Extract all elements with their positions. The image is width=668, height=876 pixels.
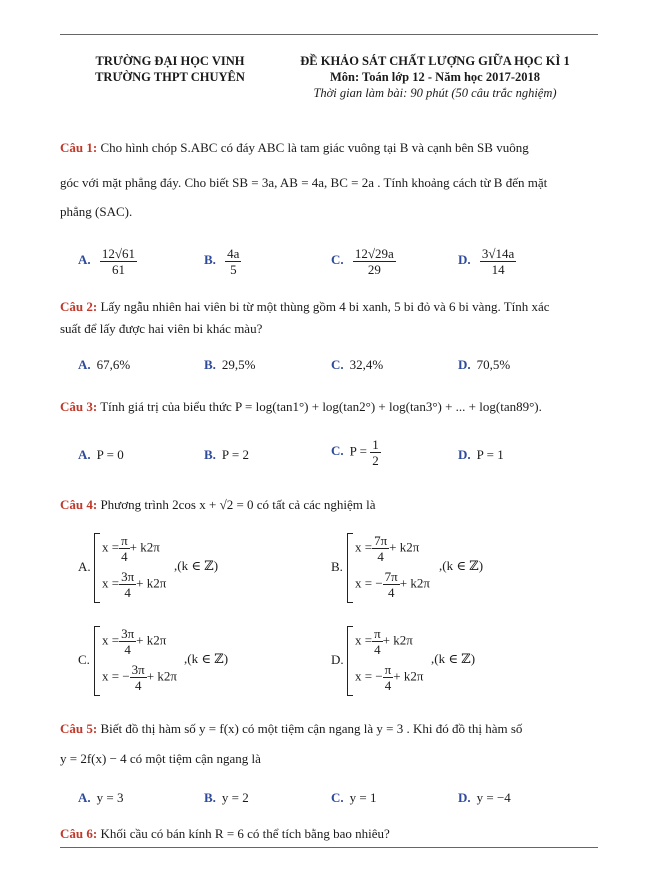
- numerator: π: [384, 662, 392, 677]
- exam-header: [280, 53, 590, 101]
- numerator: 4a: [227, 246, 240, 261]
- question-5: [60, 720, 600, 738]
- numerator: 3π: [121, 626, 135, 641]
- question-text: Khối cầu có bán kính R = 6 có thể tích bằng bao nhiêu?: [100, 826, 390, 841]
- question-2: [60, 298, 600, 316]
- bracket: [347, 533, 353, 603]
- lhs: x = −: [355, 575, 383, 591]
- option-text: 67,6%: [96, 357, 131, 372]
- option-text: 29,5%: [221, 357, 256, 372]
- denominator: 4: [374, 642, 381, 657]
- q5-option-a[interactable]: [78, 790, 123, 806]
- q3-option-d[interactable]: [458, 447, 504, 463]
- option-label: A.: [78, 447, 91, 462]
- q1-option-c[interactable]: [331, 246, 396, 277]
- fraction: [372, 626, 383, 657]
- option-label: B.: [204, 447, 216, 462]
- lhs: x =: [102, 575, 120, 591]
- option-text: 32,4%: [349, 357, 384, 372]
- k-condition: ,(k ∈ ℤ): [184, 651, 229, 666]
- denominator: 5: [230, 262, 237, 277]
- rhs: + k2π: [136, 575, 167, 591]
- question-text: Phương trình 2cos x + √2 = 0 có tất cả các nghiệm là: [100, 497, 376, 512]
- question-label: Câu 6:: [60, 826, 98, 841]
- exam-title: ĐỀ KHẢO SÁT CHẤT LƯỢNG GIỮA HỌC KÌ 1: [300, 54, 570, 68]
- fraction: [480, 246, 516, 277]
- q2-option-d[interactable]: [458, 357, 510, 373]
- q5-option-b[interactable]: [204, 790, 249, 806]
- denominator: 4: [384, 678, 392, 693]
- rhs: + k2π: [399, 575, 430, 591]
- question-1: [60, 139, 600, 157]
- numerator: 1: [372, 437, 379, 452]
- question-2-line-2: suất để lấy được hai viên bi khác màu?: [60, 321, 263, 336]
- q4-option-a[interactable]: [94, 533, 234, 603]
- q1-option-b[interactable]: [204, 246, 241, 277]
- k-condition: ,(k ∈ ℤ): [174, 558, 219, 573]
- bracket: [347, 626, 353, 696]
- fraction: [225, 246, 241, 277]
- question-label: Câu 4:: [60, 497, 98, 512]
- fraction: [119, 626, 136, 657]
- lhs: x =: [102, 539, 120, 555]
- option-label: D.: [458, 357, 471, 372]
- denominator: 4: [121, 549, 128, 564]
- numerator: 12√29a: [354, 246, 394, 261]
- lhs: x = −: [355, 668, 383, 684]
- q1-option-d[interactable]: [458, 246, 516, 277]
- fraction: [119, 569, 136, 600]
- fraction: [372, 533, 389, 564]
- option-text: P = 0: [96, 447, 124, 462]
- q4-option-b-label[interactable]: B.: [331, 559, 343, 574]
- solution-row-2: [102, 569, 166, 600]
- rhs: + k2π: [382, 632, 413, 648]
- question-6: [60, 825, 600, 843]
- option-label: A.: [78, 790, 91, 805]
- q5-option-d[interactable]: [458, 790, 511, 806]
- q4-option-d[interactable]: [347, 626, 497, 696]
- top-rule: [60, 34, 598, 35]
- denominator: 4: [377, 549, 384, 564]
- solution-row-2: [102, 662, 177, 693]
- q4-option-d-label[interactable]: D.: [331, 652, 344, 667]
- lhs: x =: [355, 632, 373, 648]
- solution-row-1: [355, 626, 413, 657]
- question-3: [60, 398, 600, 416]
- rhs: + k2π: [389, 539, 420, 555]
- fraction: [370, 437, 381, 468]
- question-1-line-2: góc với mặt phẳng đáy. Cho biết SB = 3a, AB = 4a, BC = 2a . Tính khoảng cách từ B đến mặt: [60, 175, 548, 190]
- k-condition: ,(k ∈ ℤ): [431, 651, 476, 666]
- option-label: A.: [78, 252, 91, 268]
- question-text: Tính giá trị của biểu thức P = log(tan1°) + log(tan2°) + log(tan3°) + ... + log(tan89°).: [100, 399, 542, 414]
- fraction: [130, 662, 147, 693]
- option-text: y = −4: [476, 790, 511, 805]
- q5-option-c[interactable]: [331, 790, 376, 806]
- lhs: x =: [355, 539, 373, 555]
- option-text: 70,5%: [476, 357, 511, 372]
- q4-option-c[interactable]: [94, 626, 244, 696]
- option-text: P = 1: [476, 447, 504, 462]
- bottom-rule: [60, 847, 598, 848]
- option-text: y = 2: [221, 790, 249, 805]
- option-label: B.: [204, 790, 216, 805]
- option-text: y = 1: [349, 790, 377, 805]
- numerator: 3π: [121, 569, 135, 584]
- option-label: D.: [458, 447, 471, 462]
- option-label: A.: [78, 357, 91, 372]
- exam-time: Thời gian làm bài: 90 phút (50 câu trắc nghiệm): [313, 86, 557, 100]
- option-text: y = 3: [96, 790, 124, 805]
- denominator: 29: [367, 262, 381, 277]
- numerator: 7π: [374, 533, 388, 548]
- question-label: Câu 1:: [60, 140, 98, 155]
- numerator: 3π: [131, 662, 145, 677]
- exam-subject: Môn: Toán lớp 12 - Năm học 2017-2018: [329, 70, 541, 84]
- denominator: 4: [124, 642, 131, 657]
- denominator: 4: [124, 585, 131, 600]
- q2-option-c[interactable]: [331, 357, 383, 373]
- question-label: Câu 2:: [60, 299, 98, 314]
- bracket: [94, 626, 100, 696]
- solution-row-1: [102, 533, 160, 564]
- fraction: [119, 533, 130, 564]
- question-1-line-3: phẳng (SAC).: [60, 204, 133, 219]
- solution-row-2: [355, 662, 423, 693]
- option-label: B.: [204, 357, 216, 372]
- q4-option-c-label[interactable]: C.: [78, 652, 90, 667]
- q2-option-b[interactable]: [204, 357, 256, 373]
- question-text: Biết đồ thị hàm số y = f(x) có một tiệm cận ngang là y = 3 . Khi đó đồ thị hàm số: [100, 721, 523, 736]
- option-label: D.: [458, 790, 471, 805]
- lhs: x =: [102, 632, 120, 648]
- q4-option-b[interactable]: [347, 533, 497, 603]
- rhs: + k2π: [129, 539, 160, 555]
- numerator: 3√14a: [481, 246, 515, 261]
- solution-row-1: [355, 533, 419, 564]
- question-label: Câu 3:: [60, 399, 98, 414]
- q4-option-a-label[interactable]: A.: [78, 559, 91, 574]
- fraction: [383, 569, 400, 600]
- option-label: C.: [331, 443, 344, 459]
- school-name-1: TRƯỜNG ĐẠI HỌC VINH: [95, 54, 245, 68]
- denominator: 4: [134, 678, 142, 693]
- bracket: [94, 533, 100, 603]
- option-label: D.: [458, 252, 471, 268]
- q1-option-a[interactable]: [78, 246, 137, 277]
- numerator: 12√61: [101, 246, 136, 261]
- numerator: π: [121, 533, 128, 548]
- option-label: C.: [331, 357, 344, 372]
- fraction: [353, 246, 396, 277]
- school-header: [70, 53, 270, 85]
- numerator: π: [374, 626, 381, 641]
- option-label: C.: [331, 790, 344, 805]
- denominator: 61: [111, 262, 125, 277]
- solution-row-1: [102, 626, 166, 657]
- question-text: Lấy ngẫu nhiên hai viên bi từ một thùng gồm 4 bi xanh, 5 bi đỏ và 6 bi vàng. Tính xác: [100, 299, 550, 314]
- denominator: 2: [372, 453, 379, 468]
- option-label: B.: [204, 252, 216, 268]
- q3-option-c[interactable]: [331, 437, 381, 468]
- school-name-2: TRƯỜNG THPT CHUYÊN: [95, 70, 245, 84]
- q3-option-b[interactable]: [204, 447, 249, 463]
- lhs: x = −: [102, 668, 130, 684]
- fraction: [383, 662, 394, 693]
- q2-option-a[interactable]: [78, 357, 130, 373]
- numerator: 7π: [384, 569, 398, 584]
- k-condition: ,(k ∈ ℤ): [439, 558, 484, 573]
- option-text: P = 2: [221, 447, 250, 462]
- solution-row-2: [355, 569, 430, 600]
- rhs: + k2π: [393, 668, 424, 684]
- option-label: C.: [331, 252, 344, 268]
- question-4: [60, 496, 600, 514]
- question-text: Cho hình chóp S.ABC có đáy ABC là tam giác vuông tại B và cạnh bên SB vuông: [100, 140, 529, 155]
- option-text: P =: [349, 443, 367, 459]
- question-5-line-2: y = 2f(x) − 4 có một tiệm cận ngang là: [60, 751, 261, 766]
- fraction: [100, 246, 137, 277]
- question-label: Câu 5:: [60, 721, 98, 736]
- rhs: + k2π: [146, 668, 177, 684]
- denominator: 14: [491, 262, 505, 277]
- rhs: + k2π: [136, 632, 167, 648]
- denominator: 4: [387, 585, 395, 600]
- q3-option-a[interactable]: [78, 447, 124, 463]
